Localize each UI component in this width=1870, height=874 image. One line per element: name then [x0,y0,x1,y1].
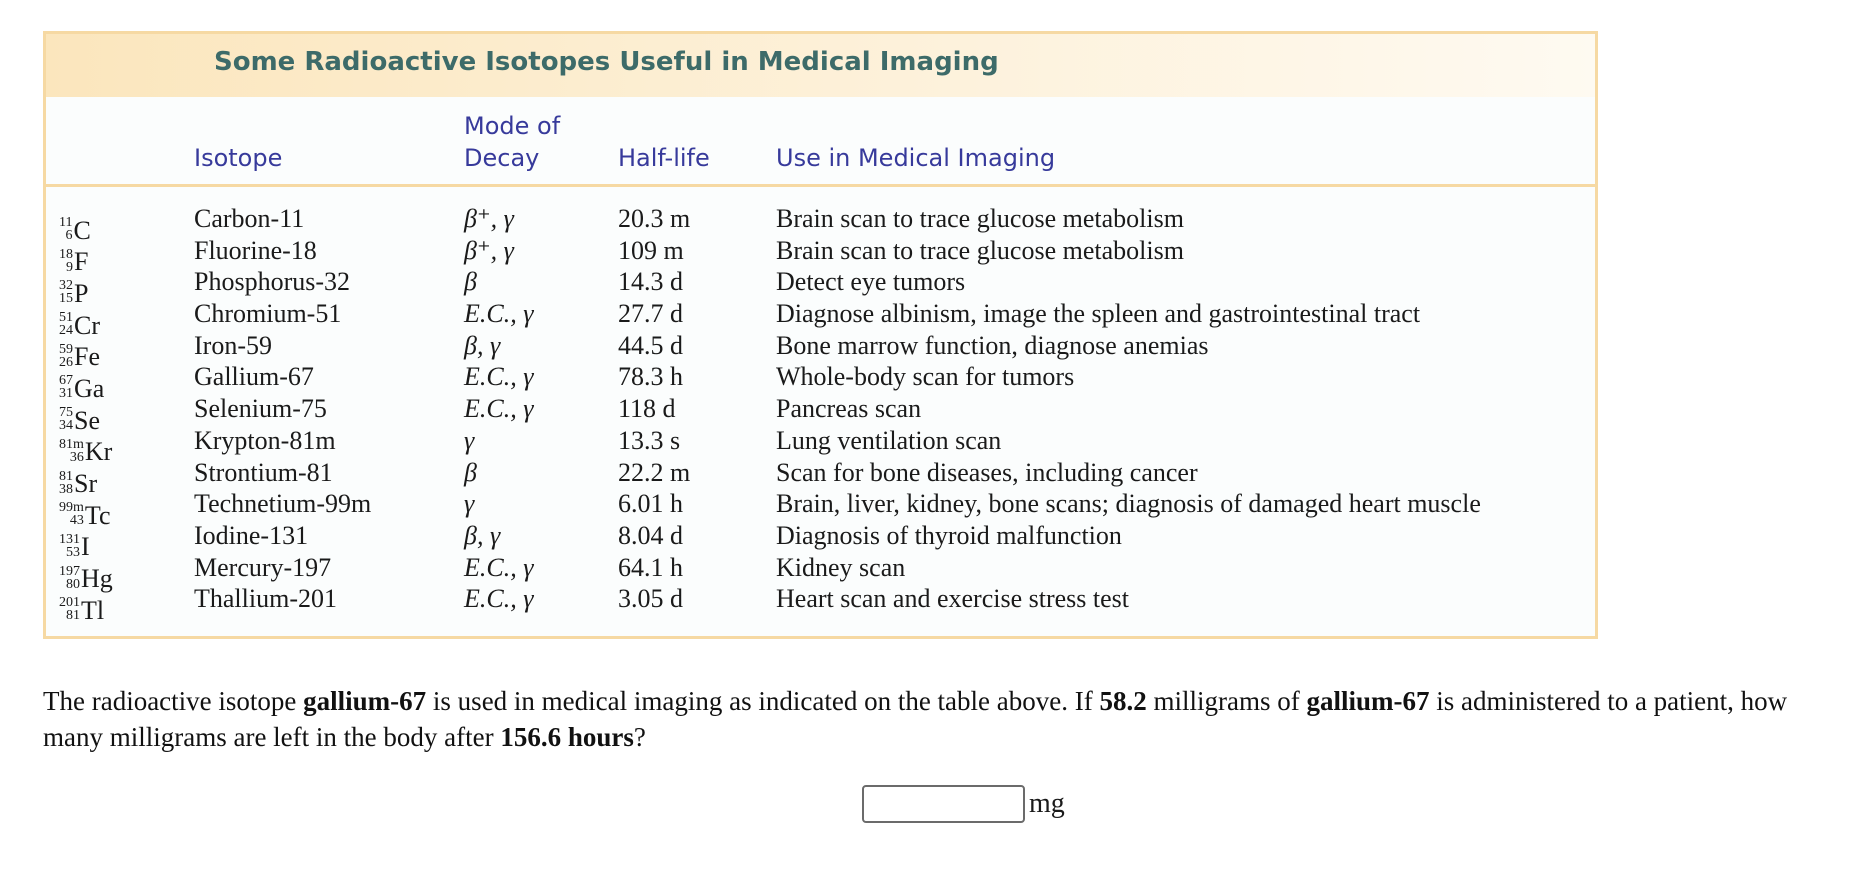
decay-mode: β, γ [464,520,501,550]
element-symbol: Sr [74,469,98,498]
element-symbol: Se [74,405,100,435]
isotope-name: Phosphorus-32 [194,267,351,297]
half-life: 3.05 d [618,584,683,614]
isotope-name: Iodine-131 [194,520,309,550]
question-time: 156.6 hours [500,722,634,752]
imaging-use: Whole-body scan for tumors [776,362,1075,392]
mass-number: 59 [59,341,73,357]
table-title: Some Radioactive Isotopes Useful in Medical Imaging [214,47,999,77]
decay-mode: γ [464,489,475,519]
decay-mode: E.C., γ [464,584,534,614]
mass-number: 201 [59,595,80,611]
imaging-use: Scan for bone diseases, including cancer [776,457,1198,487]
atomic-number: 31 [59,386,73,402]
atomic-number: 26 [59,354,73,370]
atomic-number: 9 [66,259,73,275]
question-part: ? [633,722,646,752]
question-part: is used in medical imaging as indicated on the table above. If [426,686,1100,716]
atomic-number: 6 [65,228,73,243]
atomic-number: 43 [69,513,84,529]
half-life: 13.3 s [618,425,681,455]
mass-number: 99m [59,500,84,516]
question-part: milligrams of [1146,686,1307,716]
atomic-number: 34 [59,418,73,434]
isotope-name: Selenium-75 [194,394,327,424]
half-life: 20.3 m [618,204,691,233]
header-isotope: Isotope [194,144,283,172]
answer-unit: mg [1029,788,1065,819]
mass-number: 67 [59,373,73,389]
decay-mode: β⁺, γ [464,235,514,265]
half-life: 44.5 d [618,330,683,360]
mass-number: 81 [59,468,73,484]
isotope-name: Strontium-81 [194,457,333,487]
atomic-number: 15 [59,291,73,307]
mass-number: 75 [59,405,73,421]
atomic-number: 81 [66,608,80,624]
half-life: 109 m [618,235,684,265]
mass-number: 11 [59,215,73,230]
table-header [46,97,1595,187]
imaging-use: Pancreas scan [776,394,922,424]
decay-mode: E.C., γ [464,362,534,392]
answer-row [862,785,1065,823]
mass-number: 18 [59,246,73,262]
imaging-use: Brain scan to trace glucose metabolism [776,235,1184,265]
half-life: 64.1 h [618,552,683,582]
element-symbol: Cr [74,310,100,340]
half-life: 6.01 h [618,489,683,519]
question-part: is administered to a patient, how many milligrams are left in the body after [43,686,1788,752]
half-life: 118 d [618,394,676,424]
imaging-use: Heart scan and exercise stress test [776,584,1130,614]
answer-input[interactable] [862,785,1025,823]
table-row [46,203,1595,245]
header-half-life: Half-life [618,144,710,172]
half-life: 14.3 d [618,267,683,297]
table-row [46,393,1595,435]
imaging-use: Diagnosis of thyroid malfunction [776,520,1122,550]
question-text [43,683,1843,755]
mass-number: 131 [59,531,80,547]
isotope-name: Thallium-201 [194,584,337,614]
element-symbol: P [74,278,89,308]
half-life: 22.2 m [618,457,691,487]
element-symbol: Fe [74,342,100,372]
table-row [46,361,1595,403]
isotope-name: Mercury-197 [194,552,332,582]
table-row [46,488,1595,530]
table-row [46,425,1595,467]
element-symbol: Hg [81,564,113,594]
imaging-use: Detect eye tumors [776,267,966,297]
element-symbol: Ga [74,373,105,403]
decay-mode: β, γ [464,330,501,360]
table-body [46,187,1595,625]
element-symbol: I [81,532,90,562]
decay-mode: E.C., γ [464,552,534,582]
nuclide-symbol [59,583,104,626]
imaging-use: Brain scan to trace glucose metabolism [776,204,1184,233]
imaging-use: Kidney scan [776,552,906,582]
mass-number: 51 [59,310,73,326]
table-row [46,457,1595,498]
decay-mode: γ [464,425,475,455]
table-row [46,583,1595,625]
isotope-table [43,31,1598,639]
header-mode-line1: Mode of [464,112,561,140]
table-row [46,330,1595,372]
isotope-name: Chromium-51 [194,299,342,329]
decay-mode: E.C., γ [464,394,534,424]
element-symbol: C [73,215,91,245]
table-row [46,235,1595,277]
half-life: 78.3 h [618,362,683,392]
half-life: 27.7 d [618,299,683,329]
element-symbol: Kr [84,437,113,467]
atomic-number: 24 [59,323,73,339]
half-life: 8.04 d [618,520,683,550]
atomic-number: 80 [66,576,80,592]
isotope-name: Technetium-99m [194,489,372,519]
element-symbol: Tl [81,595,105,625]
decay-mode: β [464,267,477,297]
table-row [46,552,1595,594]
imaging-use: Bone marrow function, diagnose anemias [776,330,1209,360]
element-symbol: F [74,247,89,277]
isotope-name: Carbon-11 [194,204,305,233]
table-row [46,520,1595,562]
mass-number: 32 [59,278,73,294]
decay-mode: β [464,457,477,487]
table-row [46,266,1595,308]
isotope-name: Fluorine-18 [194,235,317,265]
imaging-use: Brain, liver, kidney, bone scans; diagnosis of damaged heart muscle [776,489,1481,519]
decay-mode: β⁺, γ [464,204,514,233]
question-amount: 58.2 [1099,686,1147,716]
imaging-use: Lung ventilation scan [776,425,1002,455]
mass-number: 197 [59,563,80,579]
atomic-number: 38 [59,481,73,497]
question-part: The radioactive isotope [43,686,304,716]
isotope-name: Gallium-67 [194,362,314,392]
question-isotope: gallium-67 [303,686,427,716]
atomic-number: 36 [69,449,84,465]
isotope-name: Krypton-81m [194,425,336,455]
table-title-band [46,34,1595,97]
atomic-number: 53 [66,544,80,560]
question-isotope: gallium-67 [1306,686,1430,716]
table-row [46,298,1595,340]
decay-mode: E.C., γ [464,299,534,329]
imaging-use: Diagnose albinism, image the spleen and gastrointestinal tract [776,299,1421,329]
isotope-name: Iron-59 [194,330,272,360]
element-symbol: Tc [84,500,111,530]
header-use: Use in Medical Imaging [776,144,1056,172]
mass-number: 81m [59,436,84,452]
header-mode-line2: Decay [464,144,540,172]
